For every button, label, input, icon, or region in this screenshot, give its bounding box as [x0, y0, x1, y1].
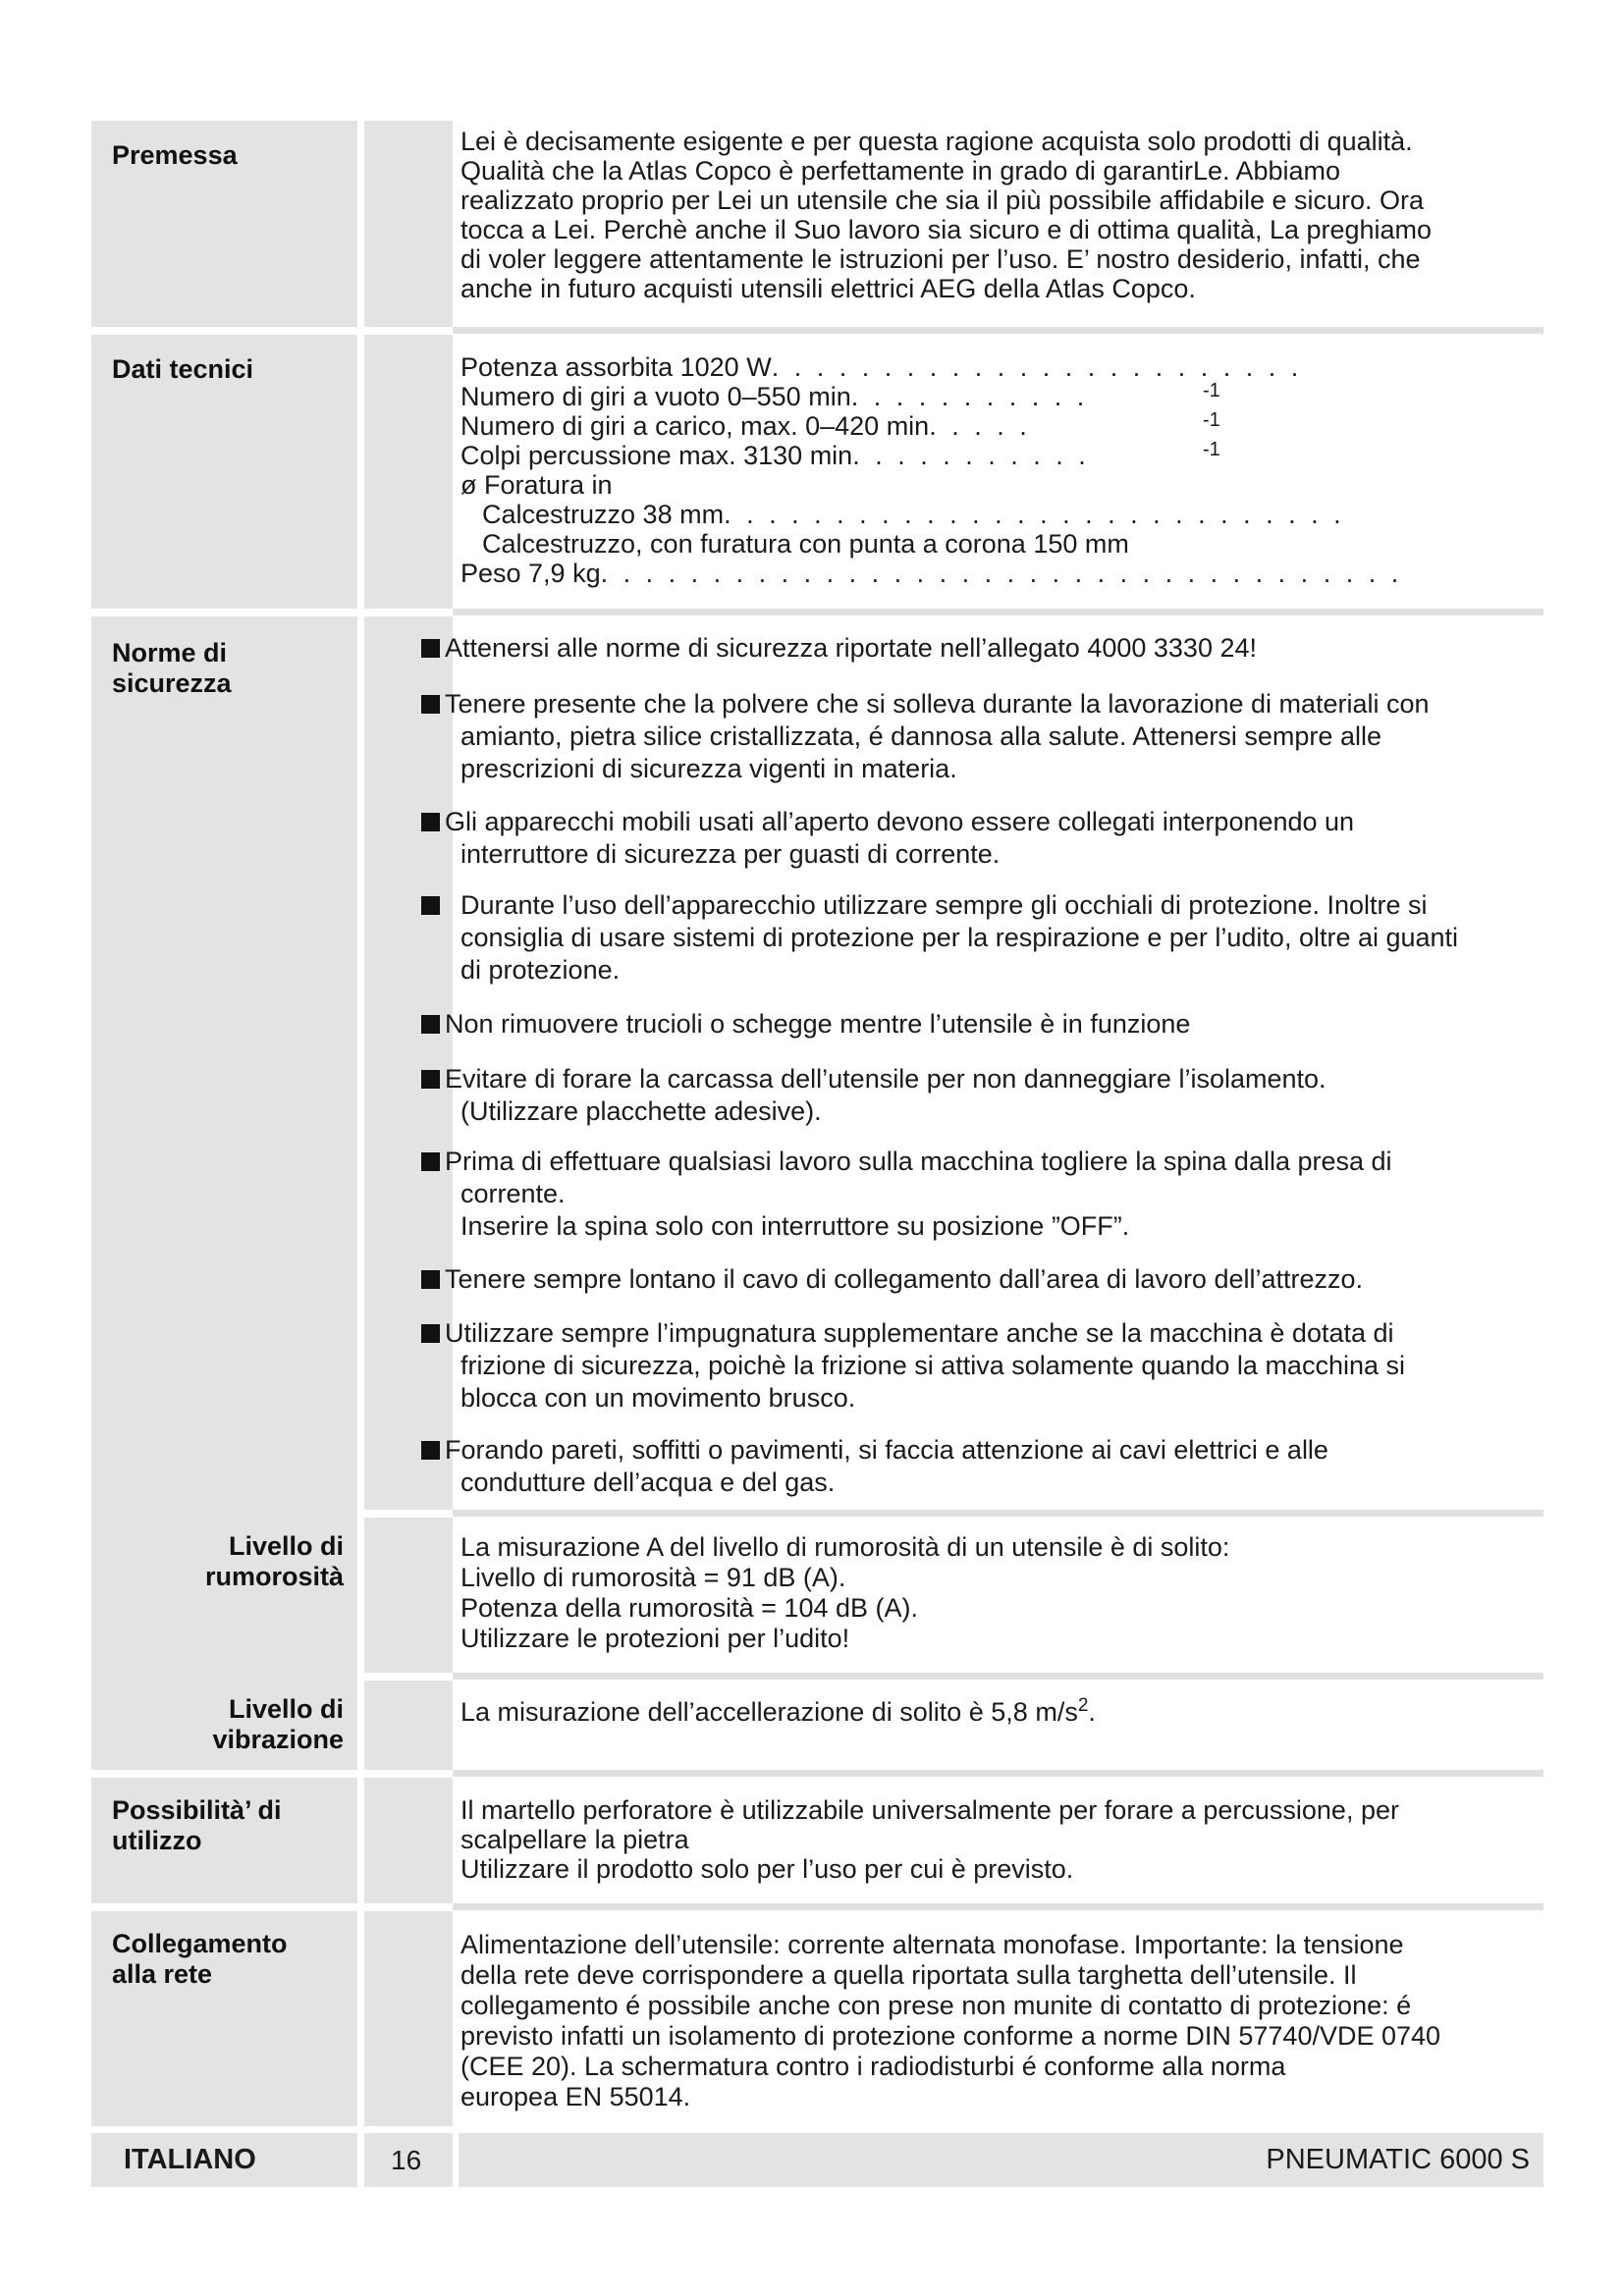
text-line: Il martello perforatore è utilizzabile universalmente per forare a percussione, per [460, 1795, 1399, 1825]
section-label-rumorosita [91, 1518, 357, 1591]
label-text: Collegamento [112, 1929, 288, 1958]
text-line: anche in futuro acquisti utensili elettrici AEG della Atlas Copco. [460, 274, 1196, 303]
text-line: Lei è decisamente esigente e per questa ragione acquista solo prodotti di qualità. [460, 127, 1413, 156]
bullet-square-icon [421, 695, 440, 714]
unit-exponent: -1 [1203, 409, 1220, 431]
safety-item: Evitare di forare la carcassa dell’utensile per non danneggiare l’isolamento. (Utilizzare placchette adesive). [421, 1063, 1531, 1128]
text-line: previsto infatti un isolamento di protezione conforme a norme DIN 57740/VDE 0740 [460, 2021, 1441, 2051]
safety-item: Tenere sempre lontano il cavo di collegamento dall’area di lavoro dell’attrezzo. [421, 1263, 1531, 1296]
spec-weight: Peso 7,9 kg. . . . . . . . . . . . . . . . . . . . . . . . . . . . . . . . . . . . [460, 559, 1403, 588]
spec-drilling-header: ø Foratura in [460, 470, 613, 500]
section-label-utilizzo [91, 1778, 357, 1903]
section-label-norme [91, 616, 357, 1770]
text-line: europea EN 55014. [460, 2082, 691, 2111]
label-text: Livello di [228, 1531, 344, 1561]
label-text: rumorosità [204, 1562, 344, 1591]
bullet-square-icon [421, 813, 440, 831]
text-line: collegamento é possibile anche con prese non munite di contatto di protezione: é [460, 1991, 1412, 2020]
text-line: scalpellare la pietra [460, 1825, 689, 1854]
gutter-cell [364, 335, 453, 609]
gutter-cell [364, 1778, 453, 1903]
section-divider [453, 327, 1543, 334]
text-line: realizzato proprio per Lei un utensile che sia il più possibile affidabile e sicuro. Ora [460, 186, 1425, 215]
gutter-cell [364, 121, 453, 327]
label-text: Premessa [112, 140, 238, 170]
text-line: Potenza della rumorosità = 104 dB (A). [460, 1593, 919, 1623]
spec-concrete: Calcestruzzo 38 mm. . . . . . . . . . . . . . . . . . . . . . . . . . . . [482, 500, 1345, 529]
safety-item: Attenersi alle norme di sicurezza riportate nell’allegato 4000 3330 24! [421, 632, 1531, 665]
section-divider [453, 1903, 1543, 1910]
gutter-cell [364, 1911, 453, 2126]
text-line: (CEE 20). La schermatura contro i radiodisturbi é conforme alla norma [460, 2052, 1286, 2081]
safety-item: Tenere presente che la polvere che si solleva durante la lavorazione di materiali con amianto, pietra silice cristallizzata, é dannosa alla salute. Attenersi sempre alle prescrizioni di sicurezza vigenti in materia. [421, 688, 1531, 785]
bullet-square-icon [421, 639, 440, 658]
section-label-vibrazione [91, 1681, 357, 1754]
safety-item: Utilizzare sempre l’impugnatura supplementare anche se la macchina è dotata di frizione di sicurezza, poichè la frizione si attiva solamente quando la macchina si blocca con un movimento brusco. [421, 1317, 1531, 1415]
text-line: di voler leggere attentamente le istruzioni per l’uso. E’ nostro desiderio, infatti, che [460, 244, 1421, 274]
label-text: alla rete [112, 1959, 213, 1989]
safety-item: Prima di effettuare qualsiasi lavoro sulla macchina togliere la spina dalla presa di corrente. Inserire la spina solo con interruttore su posizione ”OFF”. [421, 1146, 1531, 1243]
bullet-square-icon [421, 1015, 440, 1034]
section-divider [453, 1673, 1543, 1680]
gutter-cell [364, 1681, 453, 1770]
spec-no-load-speed: Numero di giri a vuoto 0–550 min. . . . . . . . . . . -1 [460, 382, 1541, 411]
label-text: Dati tecnici [112, 354, 254, 384]
mains-text [460, 1930, 1541, 2112]
bullet-square-icon [421, 1270, 440, 1289]
safety-item: Gli apparecchi mobili usati all’aperto devono essere collegati interponendo un interruttore di sicurezza per guasti di corrente. [421, 806, 1531, 871]
text-line: Utilizzare il prodotto solo per l’uso per cui è previsto. [460, 1854, 1074, 1884]
spec-core-bit: Calcestruzzo, con furatura con punta a corona 150 mm [482, 529, 1129, 559]
unit-exponent: -1 [1203, 439, 1220, 460]
tech-data [460, 352, 1541, 588]
text-line: tocca a Lei. Perchè anche il Suo lavoro sia sicuro e di ottima qualità, La preghiamo [460, 215, 1433, 244]
spec-power: Potenza assorbita 1020 W. . . . . . . . . . . . . . . . . . . . . . . . [460, 352, 1303, 382]
label-text: sicurezza [112, 668, 232, 698]
noise-text [460, 1532, 1541, 1654]
section-divider [453, 1510, 1543, 1517]
safety-item: Non rimuovere trucioli o schegge mentre l’utensile è in funzione [421, 1008, 1531, 1041]
usage-text [460, 1795, 1541, 1884]
footer-model: PNEUMATIC 6000 S [459, 2133, 1543, 2187]
safety-item: Durante l’uso dell’apparecchio utilizzare sempre gli occhiali di protezione. Inoltre si consiglia di usare sistemi di protezione per la respirazione e per l’udito, oltre ai guanti di protezione. [421, 889, 1531, 987]
section-label-premessa [91, 121, 357, 327]
label-text: Possibilità’ di [112, 1795, 282, 1825]
label-text: vibrazione [212, 1725, 344, 1754]
text-line: Qualità che la Atlas Copco è perfettamente in grado di garantirLe. Abbiamo [460, 156, 1341, 186]
gutter-cell [364, 1518, 453, 1673]
bullet-square-icon [421, 1152, 440, 1171]
bullet-square-icon [421, 1070, 440, 1089]
section-divider [453, 1770, 1543, 1777]
section-label-dati-tecnici [91, 335, 357, 609]
spec-impact-rate: Colpi percussione max. 3130 min. . . . . . . . . . . -1 [460, 441, 1541, 470]
text-line: La misurazione A del livello di rumorosità di un utensile è di solito: [460, 1532, 1230, 1562]
text-line: Livello di rumorosità = 91 dB (A). [460, 1563, 846, 1592]
bullet-square-icon [421, 1324, 440, 1343]
unit-exponent: -1 [1203, 380, 1220, 401]
safety-item: Forando pareti, soffitti o pavimenti, si faccia attenzione ai cavi elettrici e alle condutture dell’acqua e del gas. [421, 1434, 1531, 1499]
premessa-text [460, 127, 1541, 303]
bullet-square-icon [421, 1441, 440, 1460]
text-line: della rete deve corrispondere a quella riportata sulla targhetta dell’utensile. Il [460, 1960, 1357, 1990]
text-line: Utilizzare le protezioni per l’udito! [460, 1624, 850, 1653]
label-text: Norme di [112, 638, 228, 667]
footer-page-number: 16 [364, 2133, 453, 2187]
label-text: Livello di [228, 1694, 344, 1724]
label-text: utilizzo [112, 1826, 202, 1855]
vibration-text: La misurazione dell’accellerazione di solito è 5,8 $m/s^2$. [460, 1695, 1096, 1727]
bullet-square-icon [421, 896, 440, 915]
text-line: Alimentazione dell’utensile: corrente alternata monofase. Importante: la tensione [460, 1930, 1404, 1959]
section-label-rete [91, 1911, 357, 2126]
section-divider [453, 609, 1543, 615]
spec-load-speed: Numero di giri a carico, max. 0–420 min. . . . . -1 [460, 411, 1541, 441]
footer-language: ITALIANO [91, 2133, 357, 2187]
